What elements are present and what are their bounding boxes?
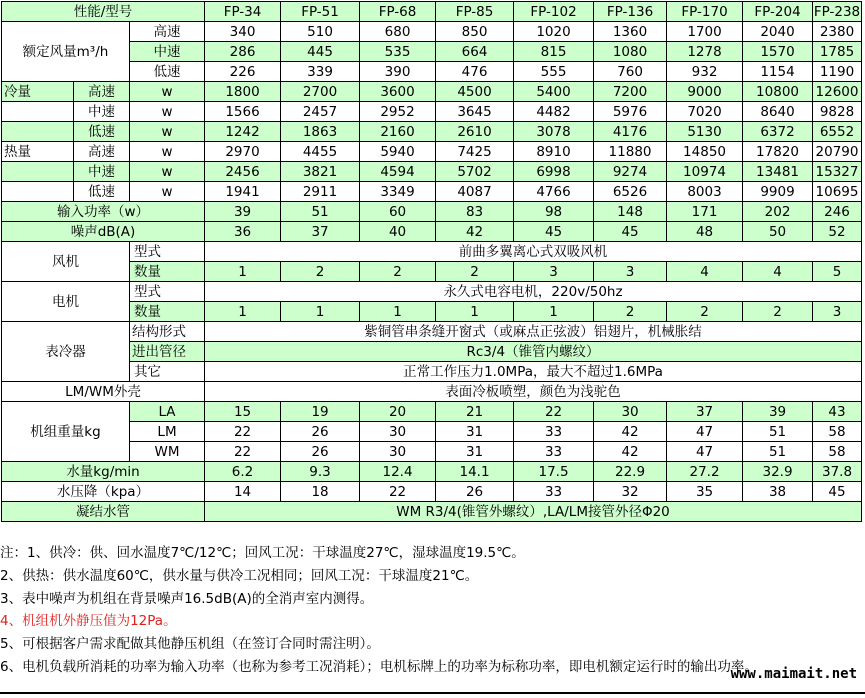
table-cell: 9000 <box>667 82 743 102</box>
shell-label: LM/WM外壳 <box>2 382 205 402</box>
table-cell: 286 <box>205 42 281 62</box>
table-cell: 30 <box>360 422 436 442</box>
table-cell: 4594 <box>360 162 436 182</box>
table-cell: 664 <box>436 42 514 62</box>
table-cell: 445 <box>281 42 360 62</box>
table-cell: 5400 <box>514 82 594 102</box>
table-cell: 1080 <box>594 42 667 62</box>
table-cell: 1566 <box>205 102 281 122</box>
table-cell: 4176 <box>594 122 667 142</box>
water-flow-row <box>2 462 862 482</box>
table-cell: 2970 <box>205 142 281 162</box>
table-cell: 26 <box>281 442 360 462</box>
table-cell: 39 <box>743 402 813 422</box>
watermark: www.maimait.net <box>730 666 857 682</box>
table-cell: 30 <box>360 442 436 462</box>
speed-label: 低速 <box>74 122 130 142</box>
model-header: FP-204 <box>743 2 813 22</box>
table-cell: 476 <box>436 62 514 82</box>
table-cell: 3349 <box>360 182 436 202</box>
table-cell: 42 <box>594 422 667 442</box>
table-cell: 2 <box>436 262 514 282</box>
table-cell: 2457 <box>281 102 360 122</box>
table-cell: 390 <box>360 62 436 82</box>
fan-type-value: 前曲多翼离心式双吸风机 <box>205 242 862 262</box>
table-cell: 45 <box>813 482 862 502</box>
table-cell: 1863 <box>281 122 360 142</box>
table-cell: 47 <box>667 422 743 442</box>
note-item: 2、供热：供水温度60℃，供水量与供冷工况相同；回风工况：干球温度21℃。 <box>0 567 479 584</box>
cooling-row-low <box>2 122 862 142</box>
coil-row-value: 紫铜管串条缝开窗式（或麻点正弦波）铝翅片，机械胀结 <box>205 322 862 342</box>
empty-cell <box>2 102 74 122</box>
table-cell: 1785 <box>813 42 862 62</box>
weight-row-lm <box>2 422 862 442</box>
table-cell: 1242 <box>205 122 281 142</box>
pressure-drop-label: 水压降（kpa） <box>2 482 205 502</box>
table-cell: 9274 <box>594 162 667 182</box>
heating-row-low <box>2 182 862 202</box>
table-cell: 20790 <box>813 142 862 162</box>
table-cell: 13481 <box>743 162 813 182</box>
table-cell: 35 <box>667 482 743 502</box>
table-cell: 5702 <box>436 162 514 182</box>
table-cell: 58 <box>813 442 862 462</box>
coil-structure-row <box>2 322 862 342</box>
motor-qty-row <box>2 302 862 322</box>
table-cell: 4482 <box>514 102 594 122</box>
table-cell: 10974 <box>667 162 743 182</box>
table-cell: 40 <box>360 222 436 242</box>
unit-label: w <box>130 102 205 122</box>
fan-qty-label: 数量 <box>130 262 205 282</box>
speed-label: 低速 <box>74 182 130 202</box>
unit-label: w <box>130 162 205 182</box>
fan-label: 风机 <box>2 242 130 282</box>
table-cell: 3 <box>594 262 667 282</box>
table-cell: 47 <box>667 442 743 462</box>
pressure-drop-row <box>2 482 862 502</box>
motor-label: 电机 <box>2 282 130 322</box>
condensate-value: WM R3/4(锥管外螺纹）,LA/LM接管外径Φ20 <box>205 502 862 522</box>
coil-row-value: 正常工作压力1.0MPa，最大不超过1.6MPa <box>205 362 862 382</box>
coil-row-value: Rc3/4（锥管内螺纹） <box>205 342 862 362</box>
speed-label: 中速 <box>74 162 130 182</box>
noise-row <box>2 222 862 242</box>
table-cell: 1 <box>205 302 281 322</box>
table-cell: 33 <box>514 482 594 502</box>
table-cell: 2456 <box>205 162 281 182</box>
model-header: FP-85 <box>436 2 514 22</box>
table-cell: 6526 <box>594 182 667 202</box>
table-cell: 22.9 <box>594 462 667 482</box>
model-header: FP-68 <box>360 2 436 22</box>
table-cell: 2 <box>667 302 743 322</box>
table-cell: 8910 <box>514 142 594 162</box>
table-cell: 1 <box>436 302 514 322</box>
table-cell: 15 <box>205 402 281 422</box>
table-cell: 51 <box>743 422 813 442</box>
unit-label: w <box>130 182 205 202</box>
table-cell: 7425 <box>436 142 514 162</box>
note-item: 3、表中噪声为机组在背景噪声16.5dB(A)的全消声室内测得。 <box>0 590 374 607</box>
table-cell: 7020 <box>667 102 743 122</box>
speed-label: 低速 <box>130 62 205 82</box>
table-cell: 39 <box>205 202 281 222</box>
table-cell: 2160 <box>360 122 436 142</box>
airflow-row-mid <box>2 42 862 62</box>
speed-label: 高速 <box>74 82 130 102</box>
table-cell: 850 <box>436 22 514 42</box>
table-cell: 932 <box>667 62 743 82</box>
weight-label: 机组重量kg <box>2 402 130 462</box>
table-cell: 1 <box>360 302 436 322</box>
table-cell: 22 <box>514 402 594 422</box>
motor-qty-label: 数量 <box>130 302 205 322</box>
empty-cell <box>2 162 74 182</box>
table-cell: 11880 <box>594 142 667 162</box>
table-cell: 246 <box>813 202 862 222</box>
table-cell: 510 <box>281 22 360 42</box>
shell-row <box>2 382 862 402</box>
empty-cell <box>2 122 74 142</box>
table-cell: 1700 <box>667 22 743 42</box>
weight-row-la <box>2 402 862 422</box>
table-cell: 33 <box>514 442 594 462</box>
table-cell: 1 <box>281 302 360 322</box>
table-cell: 2 <box>360 262 436 282</box>
shell-value: 表面冷板喷塑，颜色为浅驼色 <box>205 382 862 402</box>
coil-row-label: 进出管径 <box>130 342 205 362</box>
table-cell: 2952 <box>360 102 436 122</box>
motor-type-value: 永久式电容电机，220v/50hz <box>205 282 862 302</box>
table-cell: 3600 <box>360 82 436 102</box>
table-cell: 2 <box>594 302 667 322</box>
power-row <box>2 202 862 222</box>
weight-type: WM <box>130 442 205 462</box>
condensate-row <box>2 502 862 522</box>
table-cell: 37.8 <box>813 462 862 482</box>
airflow-label: 额定风量m³/h <box>2 22 130 82</box>
speed-label: 中速 <box>130 42 205 62</box>
table-cell: 26 <box>281 422 360 442</box>
table-cell: 98 <box>514 202 594 222</box>
table-cell: 52 <box>813 222 862 242</box>
note-item: 注：1、供冷：供、回水温度7℃/12℃；回风工况：干球温度27℃，湿球温度19.5℃。 <box>0 545 525 561</box>
table-cell: 3 <box>514 262 594 282</box>
weight-row-wm <box>2 442 862 462</box>
table-cell: 1278 <box>667 42 743 62</box>
table-cell: 1570 <box>743 42 813 62</box>
speed-label: 高速 <box>130 22 205 42</box>
note-item: 5、可根据客户需求配做其他静压机组（在签订合同时需注明）。 <box>0 636 380 653</box>
bottom-divider <box>0 692 865 694</box>
table-cell: 4087 <box>436 182 514 202</box>
table-cell: 19 <box>281 402 360 422</box>
cooling-row-high <box>2 82 862 102</box>
table-cell: 22 <box>360 482 436 502</box>
airflow-row-low <box>2 62 862 82</box>
motor-type-label: 型式 <box>130 282 205 302</box>
table-cell: 31 <box>436 422 514 442</box>
table-cell: 1800 <box>205 82 281 102</box>
table-cell: 760 <box>594 62 667 82</box>
table-cell: 9909 <box>743 182 813 202</box>
table-cell: 6552 <box>813 122 862 142</box>
coil-row-label: 其它 <box>130 362 205 382</box>
fan-type-row <box>2 242 862 262</box>
table-cell: 32.9 <box>743 462 813 482</box>
table-cell: 1190 <box>813 62 862 82</box>
notes-section <box>0 542 862 679</box>
table-cell: 45 <box>594 222 667 242</box>
note-item-highlight: 4、机组机外静压值为12Pa。 <box>0 613 177 630</box>
table-cell: 171 <box>667 202 743 222</box>
table-cell: 535 <box>360 42 436 62</box>
table-cell: 1154 <box>743 62 813 82</box>
table-cell: 5940 <box>360 142 436 162</box>
speed-label: 高速 <box>74 142 130 162</box>
table-cell: 15327 <box>813 162 862 182</box>
table-cell: 36 <box>205 222 281 242</box>
table-cell: 51 <box>743 442 813 462</box>
table-cell: 60 <box>360 202 436 222</box>
weight-type: LA <box>130 402 205 422</box>
table-cell: 22 <box>205 422 281 442</box>
table-cell: 5 <box>813 262 862 282</box>
table-cell: 9828 <box>813 102 862 122</box>
table-cell: 680 <box>360 22 436 42</box>
table-cell: 3645 <box>436 102 514 122</box>
table-cell: 5976 <box>594 102 667 122</box>
speed-label: 中速 <box>74 102 130 122</box>
table-cell: 42 <box>436 222 514 242</box>
table-cell: 10800 <box>743 82 813 102</box>
table-cell: 20 <box>360 402 436 422</box>
fan-qty-row <box>2 262 862 282</box>
cooling-label: 冷量 <box>2 82 74 102</box>
table-cell: 2040 <box>743 22 813 42</box>
table-cell: 50 <box>743 222 813 242</box>
model-header: FP-51 <box>281 2 360 22</box>
table-cell: 202 <box>743 202 813 222</box>
table-cell: 4 <box>667 262 743 282</box>
table-cell: 815 <box>514 42 594 62</box>
table-cell: 2911 <box>281 182 360 202</box>
table-cell: 10695 <box>813 182 862 202</box>
table-cell: 83 <box>436 202 514 222</box>
table-cell: 1020 <box>514 22 594 42</box>
airflow-row-high <box>2 22 862 42</box>
noise-label: 噪声dB(A) <box>2 222 205 242</box>
table-cell: 9.3 <box>281 462 360 482</box>
model-header: FP-102 <box>514 2 594 22</box>
empty-cell <box>2 182 74 202</box>
table-cell: 51 <box>281 202 360 222</box>
power-label: 输入功率（w） <box>2 202 205 222</box>
coil-pipe-row <box>2 342 862 362</box>
heating-label: 热量 <box>2 142 74 162</box>
table-cell: 1360 <box>594 22 667 42</box>
table-cell: 30 <box>594 402 667 422</box>
motor-type-row <box>2 282 862 302</box>
table-cell: 555 <box>514 62 594 82</box>
table-cell: 2 <box>743 302 813 322</box>
table-cell: 14850 <box>667 142 743 162</box>
model-header: FP-34 <box>205 2 281 22</box>
table-cell: 48 <box>667 222 743 242</box>
table-cell: 37 <box>667 402 743 422</box>
table-cell: 339 <box>281 62 360 82</box>
table-cell: 2380 <box>813 22 862 42</box>
water-flow-label: 水量kg/min <box>2 462 205 482</box>
table-cell: 42 <box>594 442 667 462</box>
table-cell: 2610 <box>436 122 514 142</box>
fan-type-label: 型式 <box>130 242 205 262</box>
table-cell: 4455 <box>281 142 360 162</box>
table-cell: 6.2 <box>205 462 281 482</box>
table-cell: 37 <box>281 222 360 242</box>
table-cell: 2 <box>281 262 360 282</box>
unit-label: w <box>130 82 205 102</box>
table-cell: 18 <box>281 482 360 502</box>
table-cell: 4 <box>743 262 813 282</box>
table-cell: 12.4 <box>360 462 436 482</box>
table-cell: 22 <box>205 442 281 462</box>
table-cell: 26 <box>436 482 514 502</box>
table-cell: 3821 <box>281 162 360 182</box>
cooling-row-mid <box>2 102 862 122</box>
table-cell: 4766 <box>514 182 594 202</box>
weight-type: LM <box>130 422 205 442</box>
unit-label: w <box>130 122 205 142</box>
table-cell: 45 <box>514 222 594 242</box>
table-cell: 8003 <box>667 182 743 202</box>
table-cell: 3078 <box>514 122 594 142</box>
table-cell: 1 <box>205 262 281 282</box>
table-cell: 12600 <box>813 82 862 102</box>
table-cell: 14 <box>205 482 281 502</box>
table-cell: 148 <box>594 202 667 222</box>
note-item: 6、电机负载所消耗的功率为输入功率（也称为参考工况消耗）；电机标牌上的功率为标称功率，即电机额定运行时的输出功率。 <box>0 658 758 675</box>
table-cell: 17.5 <box>514 462 594 482</box>
table-cell: 21 <box>436 402 514 422</box>
table-cell: 14.1 <box>436 462 514 482</box>
heating-row-mid <box>2 162 862 182</box>
table-cell: 1 <box>514 302 594 322</box>
table-cell: 5130 <box>667 122 743 142</box>
table-cell: 6998 <box>514 162 594 182</box>
table-cell: 43 <box>813 402 862 422</box>
table-cell: 17820 <box>743 142 813 162</box>
table-cell: 3 <box>813 302 862 322</box>
table-cell: 226 <box>205 62 281 82</box>
table-cell: 8640 <box>743 102 813 122</box>
table-cell: 33 <box>514 422 594 442</box>
heating-row-high <box>2 142 862 162</box>
spec-label: 性能/型号 <box>2 2 205 22</box>
header-row <box>2 2 862 22</box>
table-cell: 1941 <box>205 182 281 202</box>
condensate-label: 凝结水管 <box>2 502 205 522</box>
table-cell: 340 <box>205 22 281 42</box>
model-header: FP-136 <box>594 2 667 22</box>
table-cell: 31 <box>436 442 514 462</box>
table-cell: 58 <box>813 422 862 442</box>
table-cell: 4500 <box>436 82 514 102</box>
model-header: FP-238 <box>813 3 861 20</box>
coil-label: 表冷器 <box>2 322 130 382</box>
table-cell: 7200 <box>594 82 667 102</box>
coil-other-row <box>2 362 862 382</box>
table-cell: 38 <box>743 482 813 502</box>
coil-row-label: 结构形式 <box>130 322 205 342</box>
spec-table <box>1 1 862 522</box>
model-header: FP-170 <box>667 2 743 22</box>
table-cell: 32 <box>594 482 667 502</box>
unit-label: w <box>130 142 205 162</box>
table-cell: 2700 <box>281 82 360 102</box>
table-cell: 27.2 <box>667 462 743 482</box>
table-cell: 6372 <box>743 122 813 142</box>
